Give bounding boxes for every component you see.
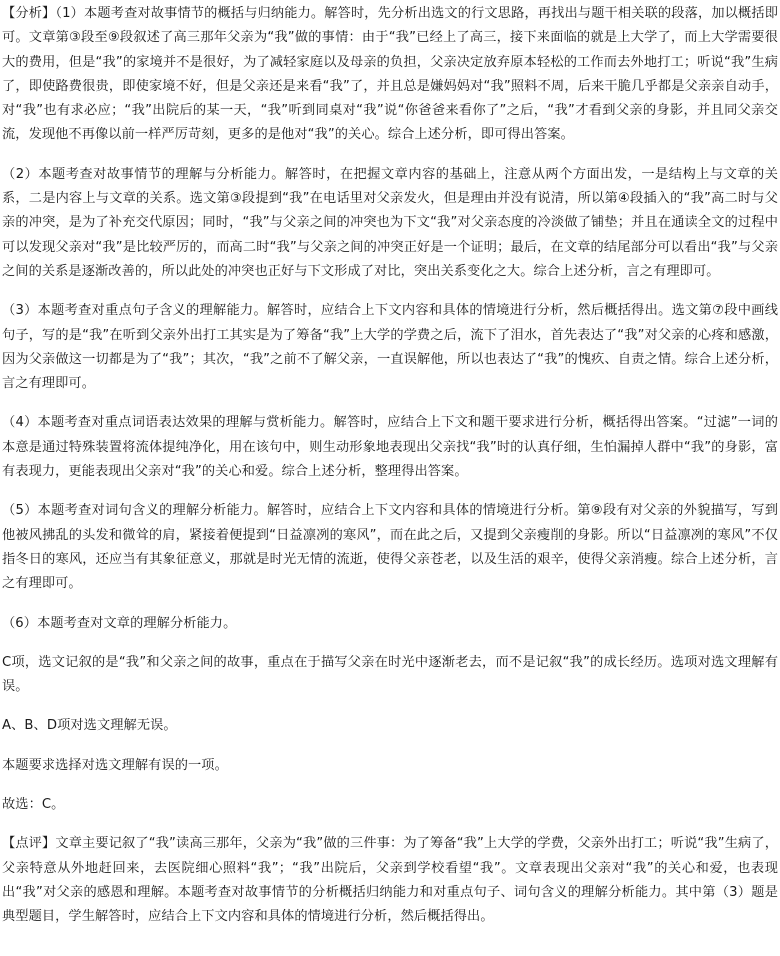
solution-document [0, 2, 780, 930]
analysis-q6-paragraph: （6）本题考查对文章的理解分析能力。 [2, 615, 237, 631]
analysis-q1-paragraph [2, 2, 778, 148]
analysis-q2-paragraph: （2）本题考查对故事情节的理解与分析能力。解答时，在把握文章内容的基础上，注意从两个方面出发，一是结构上与文章的关系，二是内容上与文章的关系。选文第③段提到“我”在电话里对父亲发火，但是理由并没有说清，所以第④段插入的“我”高二时与父亲的冲突，是为了补充交代原因；同时，“我”与父亲之间的冲突也为下文“我”对父亲态度的冷淡做了铺垫；并且在通读全文的过程中可以发现父亲对“我”是比较严厉的，而高二时“我”与父亲之间的冲突正好是一个证明；最后，在文章的结尾部分可以看出“我”与父亲之间的关系是逐渐改善的，所以此处的冲突也正好与下文形成了对比，突出关系变化之大。综合上述分析，言之有理即可。 [2, 166, 778, 279]
analysis-q1-text: （1）本题考查对故事情节的概括与归纳能力。解答时，先分析出选文的行文思路，再找出与题干相关联的段落，加以概括即可。文章第③段至⑨段叙述了高三那年父亲为“我”做的事情：由于“我”已经上了高三，接下来面临的就是上大学了，而上大学需要很大的费用，但是“我”的家境并不是很好，为了减轻家庭以及母亲的负担，父亲决定放弃原本轻松的工作而去外地打工；听说“我”生病了，即使路费很贵，即使家境不好，但是父亲还是来看“我”了，并且总是嫌妈妈对“我”照料不周，后来干脆几乎都是父亲亲自动手，对“我”也有求必应；“我”出院后的某一天，“我”听到同桌对“我”说“你爸爸来看你了”之后，“我”才看到父亲的身影，并且同父亲交流，发现他不再像以前一样严厉苛刻，更多的是他对“我”的关心。综合上述分析，即可得出答案。 [2, 6, 778, 143]
analysis-q3-paragraph: （3）本题考查对重点句子含义的理解能力。解答时，应结合上下文内容和具体的情境进行分析，然后概括得出。选文第⑦段中画线句子，写的是“我”在听到父亲外出打工其实是为了筹备“我”上大学的学费之后，流下了泪水，首先表达了“我”对父亲的心疼和感激，因为父亲做这一切都是为了“我”；其次，“我”之前不了解父亲，一直误解他，所以也表达了“我”的愧疚、自责之情。综合上述分析，言之有理即可。 [2, 303, 778, 392]
analysis-q4-paragraph: （4）本题考查对重点词语表达效果的理解与赏析能力。解答时，应结合上下文和题干要求进行分析，概括得出答案。“过滤”一词的本意是通过特殊装置将流体提纯净化，用在该句中，则生动形象地表现出父亲找“我”时的认真仔细，生怕漏掉人群中“我”的身影，富有表现力，更能表现出父亲对“我”的关心和爱。综合上述分析，整理得出答案。 [2, 415, 778, 480]
analysis-q5-paragraph: （5）本题考查对词句含义的理解分析能力。解答时，应结合上下文内容和具体的情境进行分析。第⑨段有对父亲的外貌描写，写到他被风拂乱的头发和微耸的肩，紧接着便提到“日益凛冽的寒风”，而在此之后，又提到父亲瘦削的身影。所以“日益凛冽的寒风”不仅指冬日的寒风，还应当有其象征意义，那就是时光无情的流逝，使得父亲苍老，以及生活的艰辛，使得父亲消瘦。综合上述分析，言之有理即可。 [2, 503, 778, 592]
option-c-paragraph: C项，选文记叙的是“我”和父亲之间的故事，重点在于描写父亲在时光中逐渐老去，而不是记叙“我”的成长经历。选项对选文理解有误。 [2, 654, 778, 695]
analysis-tag: 【分析】 [2, 6, 56, 21]
comment-tag: 【点评】 [2, 836, 56, 852]
comment-paragraph [2, 832, 778, 929]
comment-text: 文章主要记叙了“我”读高三那年，父亲为“我”做的三件事：为了筹备“我”上大学的学费，父亲外出打工；听说“我”生病了，父亲特意从外地赶回来，去医院细心照料“我”；“我”出院后，父亲到学校看望“我”。文章表现出父亲对“我”的关心和爱，也表现出“我”对父亲的感恩和理解。本题考查对故事情节的分析概括归纳能力和对重点句子、词句含义的理解分析能力。其中第（3）题是典型题目，学生解答时，应结合上下文内容和具体的情境进行分析，然后概括得出。 [2, 836, 779, 925]
options-abd-paragraph: A、B、D项对选文理解无误。 [2, 718, 177, 734]
requirement-paragraph: 本题要求选择对选文理解有误的一项。 [2, 757, 228, 773]
answer-paragraph: 故选：C。 [2, 797, 65, 813]
